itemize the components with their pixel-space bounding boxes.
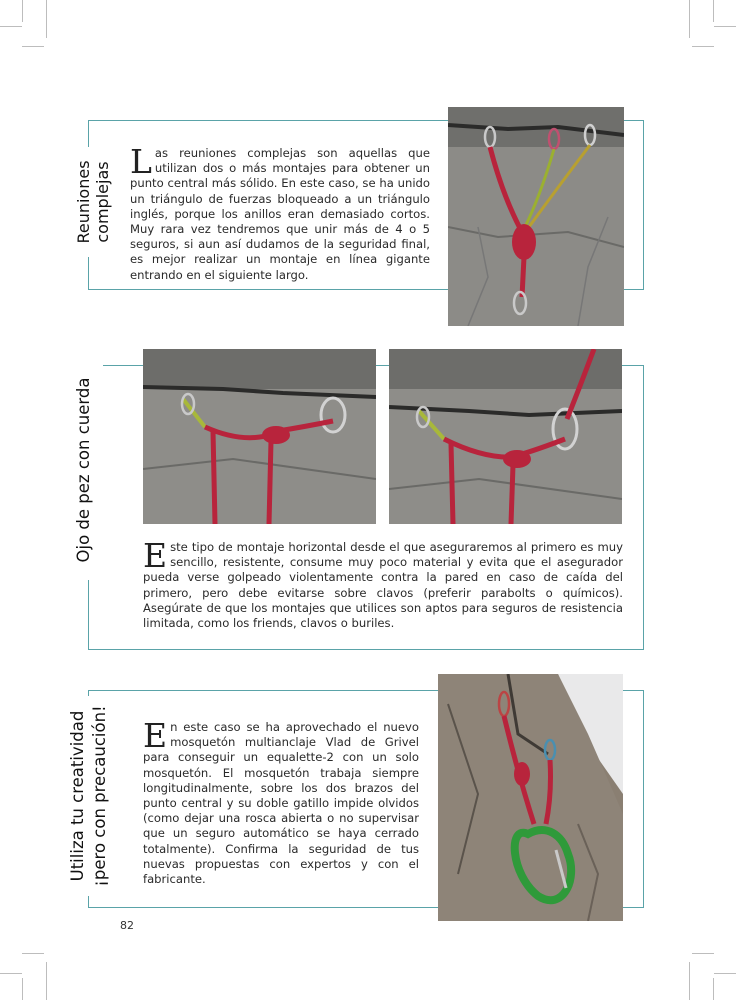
crop-mark	[22, 953, 44, 954]
photo-fisheye-1	[143, 349, 376, 524]
crop-mark	[689, 962, 690, 1000]
title-line: Utiliza tu creatividad	[68, 710, 87, 882]
crop-mark	[22, 0, 23, 22]
title-line: Reuniones	[74, 160, 93, 244]
paragraph: n este caso se ha aprovechado el nuevo mosquetón multianclaje Vlad de Grivel para conseguir un equalette-2 con un solo mosquetón. El mosquetón trabaja siempre longitudinalmente, sobre los dos brazos del punto central y su doble gatillo impide olvidos (como dejar una rosca abierta o no supervisar que un seguro automático se haya cerrado totalmente). Confirma la seguridad de tus nuevas propuestas con expertos y con el fabricante.	[143, 720, 419, 887]
page-number: 82	[120, 919, 134, 932]
crop-mark	[22, 46, 44, 47]
crop-mark	[714, 26, 736, 27]
body-text-ojo-de-pez	[143, 536, 623, 631]
crop-mark	[0, 973, 22, 974]
crop-mark	[713, 0, 714, 22]
crop-mark	[713, 978, 714, 1000]
title-line: complejas	[93, 161, 112, 243]
photo-vlad-carabiner	[438, 674, 623, 921]
dropcap: L	[130, 142, 152, 181]
title-line: ¡pero con precaución!	[90, 705, 109, 887]
crop-mark	[46, 0, 47, 38]
section-title-ojo-de-pez	[73, 360, 103, 580]
photo-fisheye-2	[389, 349, 622, 524]
crop-mark	[689, 0, 690, 38]
crop-mark	[0, 26, 22, 27]
body-text-creatividad	[143, 716, 419, 887]
body-text-reuniones	[130, 142, 430, 283]
dropcap: E	[143, 536, 168, 575]
crop-mark	[22, 978, 23, 1000]
crop-mark	[46, 962, 47, 1000]
section-title-creatividad	[65, 696, 121, 896]
section-title-reuniones	[72, 147, 126, 257]
crop-mark	[692, 46, 714, 47]
paragraph: as reuniones complejas son aquellas que utilizan dos o más montajes para obtener un punto central más sólido. En este caso, se ha unido un triángulo de fuerzas bloqueado a un triángulo inglés, porque los anillos eran demasiado cortos. Muy rara vez tendremos que unir más de 4 o 5 seguros, si aun así dudamos de la seguridad final, es mejor realizar un montaje en línea gigante entrando en el siguiente largo.	[130, 146, 430, 282]
dropcap: E	[143, 716, 168, 755]
paragraph: ste tipo de montaje horizontal desde el que aseguraremos al primero es muy sencillo, resistente, consume muy poco material y evita que el asegurador pueda verse golpeado violentamente contra la pared en caso de caída del primero, pero debe evitarse sobre clavos (preferir parabolts o químicos). Asegúrate de que los montajes que utilices son aptos para seguros de resistencia limitada, como los friends, clavos o buriles.	[143, 540, 623, 631]
photo-complex-anchor	[448, 107, 624, 326]
crop-mark	[692, 953, 714, 954]
title-line: Ojo de pez con cuerda	[74, 377, 93, 563]
crop-mark	[714, 973, 736, 974]
